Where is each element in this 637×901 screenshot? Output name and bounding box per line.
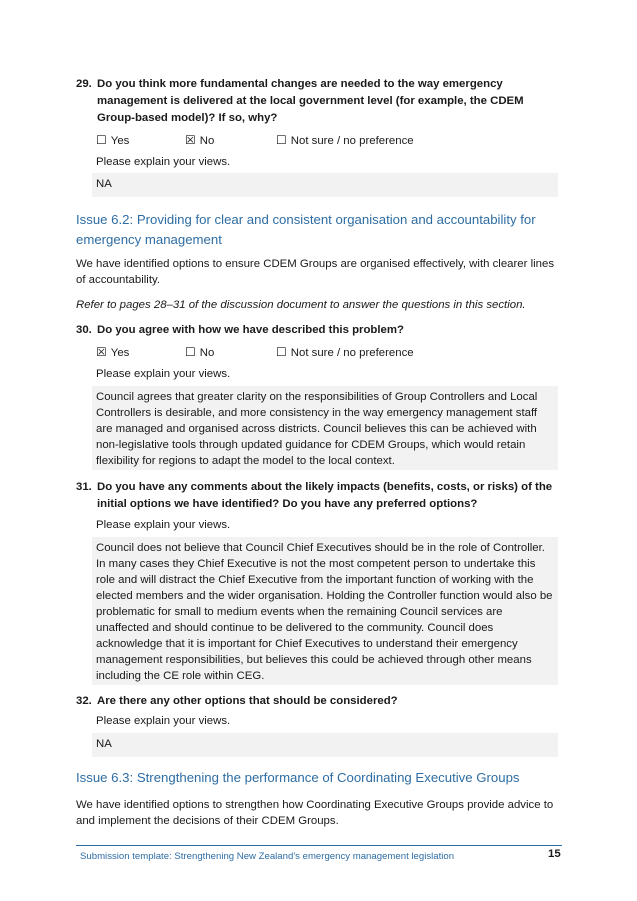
q30-option-yes[interactable] — [96, 345, 129, 360]
footer-divider — [76, 845, 562, 846]
q30-option-not-sure[interactable] — [276, 345, 414, 360]
question-29 — [76, 76, 562, 127]
option-label: Yes — [110, 135, 130, 147]
q30-options — [96, 345, 496, 359]
q29-explain-label: Please explain your views. — [96, 156, 231, 168]
issue-6-2-intro: We have identified options to ensure CDEM Groups are organised effectively, with clearer lines of accountability. — [76, 258, 555, 286]
question-text: Do you agree with how we have described this problem? — [97, 324, 404, 336]
page-number: 15 — [548, 848, 561, 860]
checkbox-unchecked-icon[interactable]: ☐ — [276, 133, 287, 147]
option-label: No — [199, 135, 215, 147]
option-label: Not sure / no preference — [290, 135, 414, 147]
issue-6-3-intro: We have identified options to strengthen how Coordinating Executive Groups provide advice to and implement the decisions of their CDEM Groups. — [76, 799, 554, 827]
q29-option-no[interactable] — [185, 133, 214, 148]
question-32 — [76, 693, 562, 710]
q30-explain-label: Please explain your views. — [96, 368, 231, 380]
question-number: 29. — [76, 78, 92, 90]
option-label: Not sure / no preference — [290, 347, 414, 359]
q29-option-yes[interactable] — [96, 133, 129, 148]
question-text: Do you have any comments about the likely impacts (benefits, costs, or risks) of the initial options we have identified? Do you have any preferred options? — [97, 481, 553, 510]
footer-title: Submission template: Strengthening New Zealand's emergency management legislation — [80, 851, 455, 862]
issue-6-2-heading: Issue 6.2: Providing for clear and consistent organisation and accountability for emergency management — [76, 212, 536, 247]
q29-answer-field[interactable]: NA — [92, 173, 558, 197]
issue-6-2-reference: Refer to pages 28–31 of the discussion document to answer the questions in this section. — [76, 299, 526, 311]
q30-answer-field[interactable]: Council agrees that greater clarity on the responsibilities of Group Controllers and Local Controllers is desirable, and more consistency in the way emergency management staff are managed and organised across districts. Council believes this can be achieved with non-legislative tools through updated guidance for CDEM Groups, which would retain flexibility for regions to adapt the model to the local context. — [92, 386, 558, 470]
option-label: Yes — [110, 347, 130, 359]
question-31 — [76, 479, 562, 513]
question-number: 30. — [76, 324, 92, 336]
issue-6-3-heading: Issue 6.3: Strengthening the performance of Coordinating Executive Groups — [76, 770, 520, 785]
checkbox-checked-icon[interactable]: ☒ — [96, 345, 107, 359]
q32-explain-label: Please explain your views. — [96, 715, 231, 727]
question-number: 32. — [76, 695, 92, 707]
q29-option-not-sure[interactable] — [276, 133, 414, 148]
q29-options — [96, 133, 496, 147]
option-label: No — [199, 347, 215, 359]
checkbox-checked-icon[interactable]: ☒ — [185, 133, 196, 147]
q31-answer-field[interactable]: Council does not believe that Council Chief Executives should be in the role of Controller. In many cases they Chief Executive is not the most competent person to undertake this role and will distract the Chief Executive from the important function of working with the elected members and the wider organisation. Holding the Controller function would also be problematic for small to medium events when the remaining Council services are unaffected and should continue to be delivered to the community. Council does acknowledge that it is important for Chief Executives to understand their emergency management responsibilities, but believes this could be achieved through other means including the CE role within CEG. — [92, 537, 558, 685]
question-30 — [76, 322, 562, 339]
question-text: Are there any other options that should be considered? — [97, 695, 398, 707]
q32-answer-field[interactable]: NA — [92, 733, 558, 757]
question-number: 31. — [76, 481, 92, 493]
checkbox-unchecked-icon[interactable]: ☐ — [276, 345, 287, 359]
q31-explain-label: Please explain your views. — [96, 519, 231, 531]
question-text: Do you think more fundamental changes are needed to the way emergency management is delivered at the local government level (for example, the CDEM Group-based model)? If so, why? — [97, 78, 524, 124]
checkbox-unchecked-icon[interactable]: ☐ — [96, 133, 107, 147]
q30-option-no[interactable] — [185, 345, 214, 360]
checkbox-unchecked-icon[interactable]: ☐ — [185, 345, 196, 359]
